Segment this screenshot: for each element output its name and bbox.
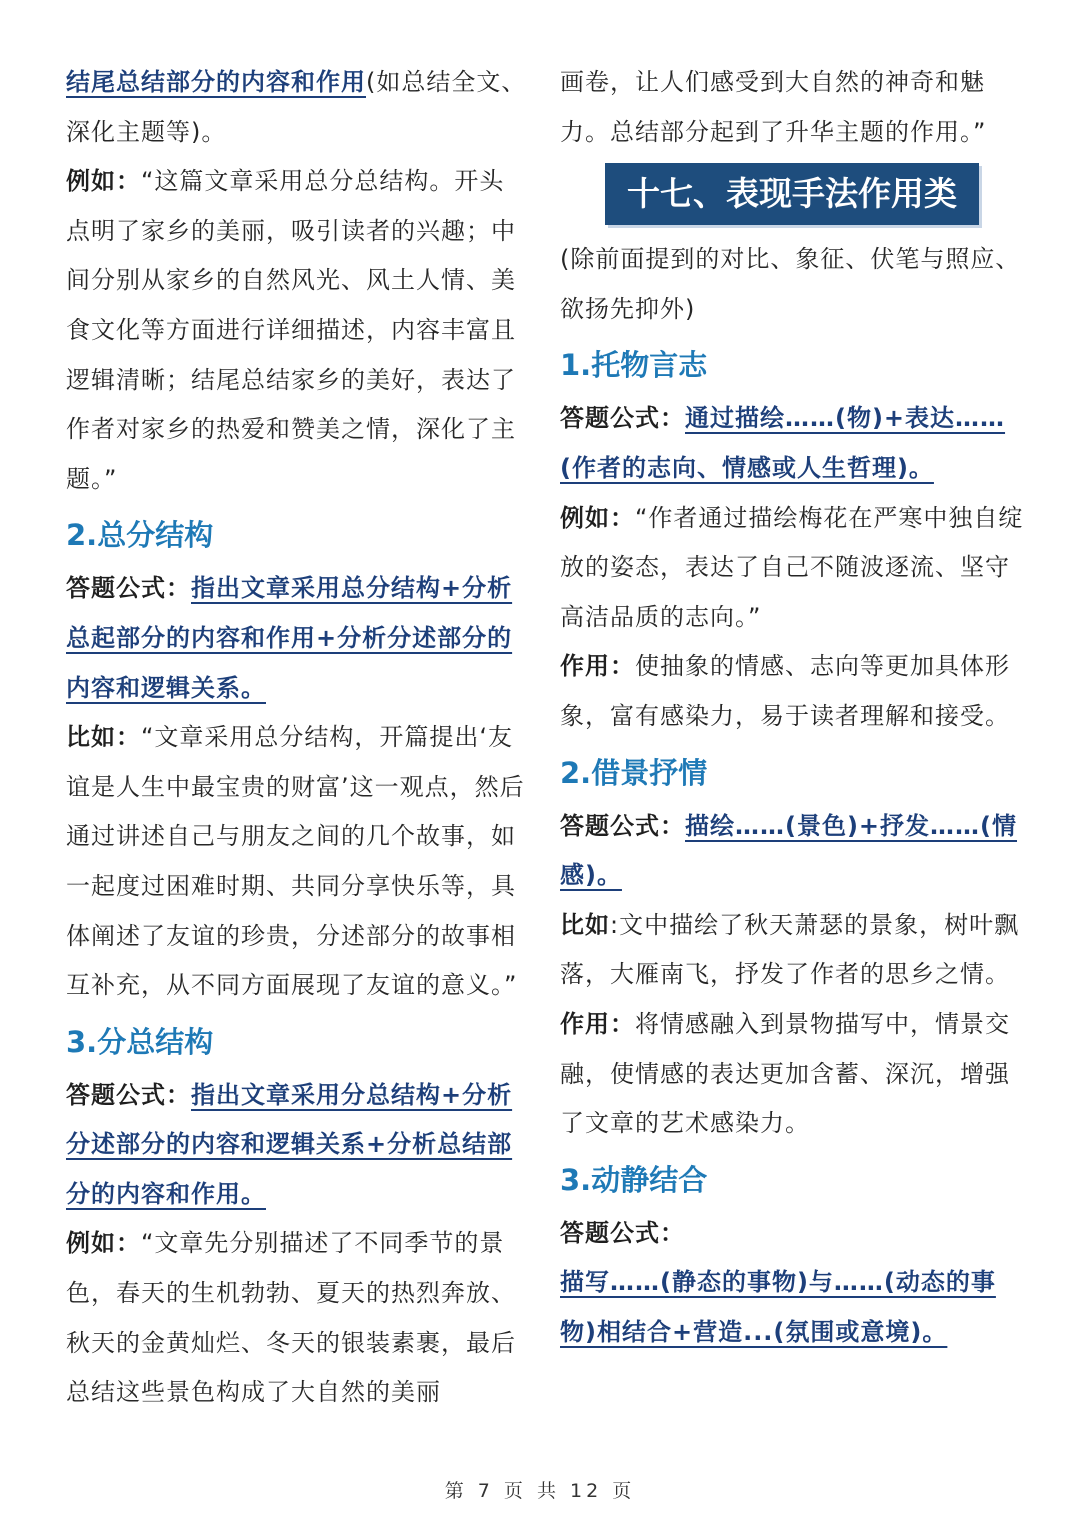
example-label: 比如： xyxy=(66,723,141,752)
example-label: 比如 xyxy=(560,910,610,939)
formula-label: 答题公式： xyxy=(66,1080,191,1109)
effect-label: 作用： xyxy=(560,652,635,681)
section-heading: 2.总分结构 xyxy=(66,518,214,553)
effect-paragraph xyxy=(560,642,1024,741)
formula-label: 答题公式： xyxy=(560,811,685,840)
left-column xyxy=(66,58,528,1418)
formula-label: 答题公式： xyxy=(66,574,191,603)
example-text: “文章先分别描述了不同季节的景色，春天的生机勃勃、夏天的热烈奔放、秋天的金黄灿烂、冬天的银装素裹，最后总结这些景色构成了大自然的美丽 xyxy=(66,1229,516,1407)
effect-text: 使抽象的情感、志向等更加具体形象，富有感染力，易于读者理解和接受。 xyxy=(560,652,1010,730)
example-paragraph xyxy=(66,157,528,504)
formula-paragraph xyxy=(66,1071,528,1220)
example-label: 例如： xyxy=(66,1229,141,1258)
right-column xyxy=(560,58,1024,1357)
example-paragraph xyxy=(66,713,528,1011)
formula-text: 描绘……(景色)+抒发……(情感)。 xyxy=(560,811,1018,890)
effect-text: 将情感融入到景物描写中，情景交融，使情感的表达更加含蓄、深沉，增强了文章的艺术感染力。 xyxy=(560,1009,1010,1138)
page-footer: 第 7 页 共 12 页 xyxy=(444,1480,636,1502)
formula-paragraph xyxy=(560,802,1024,901)
formula-text: 结尾总结部分的内容和作用 xyxy=(66,68,366,96)
example-text: “文章采用总分结构，开篇提出‘友谊是人生中最宝贵的财富’这一观点，然后通过讲述自己与朋友之间的几个故事，如一起度过困难时期、共同分享快乐等，具体阐述了友谊的珍贵，分述部分的故事相互补充，从不同方面展现了友谊的意义。” xyxy=(66,723,525,1000)
formula-paragraph xyxy=(66,564,528,713)
example-label: 例如： xyxy=(560,503,635,532)
formula-paragraph xyxy=(560,1209,1024,1259)
formula-text: 指出文章采用分总结构+分析分述部分的内容和逻辑关系+分析总结部分的内容和作用。 xyxy=(66,1080,513,1208)
example-text: “作者通过描绘梅花在严寒中独自绽放的姿态，表达了自己不随波逐流、坚守高洁品质的志向。” xyxy=(560,503,1024,631)
formula-paragraph xyxy=(560,1258,1024,1357)
note-paragraph: (除前面提到的对比、象征、伏笔与照应、欲扬先抑外) xyxy=(560,245,1021,323)
formula-label: 答题公式： xyxy=(560,1218,685,1247)
formula-text: 通过描绘……(物)+表达……(作者的志向、情感或人生哲理)。 xyxy=(560,404,1006,482)
example-paragraph xyxy=(560,494,1024,643)
section-heading: 2.借景抒情 xyxy=(560,755,708,790)
formula-paragraph xyxy=(560,394,1024,493)
example-text: “这篇文章采用总分总结构。开头点明了家乡的美丽，吸引读者的兴趣；中间分别从家乡的自然风光、风土人情、美食文化等方面进行详细描述，内容丰富且逻辑清晰；结尾总结家乡的美好，表达了作者对家乡的热爱和赞美之情，深化了主题。” xyxy=(66,167,516,493)
formula-text: 描写……(静态的事物)与……(动态的事物)相结合+营造...(氛围或意境)。 xyxy=(560,1268,996,1346)
effect-label: 作用： xyxy=(560,1009,635,1038)
effect-paragraph xyxy=(560,1000,1024,1149)
formula-text: 指出文章采用总分结构+分析总起部分的内容和作用+分析分述部分的内容和逻辑关系。 xyxy=(66,574,513,702)
section-heading: 3.分总结构 xyxy=(66,1024,214,1059)
section-banner: 十七、表现手法作用类 xyxy=(605,163,979,225)
paragraph-conclusion xyxy=(66,58,528,157)
formula-label: 答题公式： xyxy=(560,404,685,433)
paragraph-text: (如总结全文、深化主题等)。 xyxy=(66,68,527,146)
example-paragraph xyxy=(66,1219,528,1417)
example-label: 例如： xyxy=(66,167,141,196)
continued-paragraph: 画卷，让人们感受到大自然的神奇和魅力。总结部分起到了升华主题的作用。” xyxy=(560,68,987,146)
example-paragraph xyxy=(560,901,1024,1000)
example-text: :文中描绘了秋天萧瑟的景象，树叶飘落，大雁南飞，抒发了作者的思乡之情。 xyxy=(560,910,1020,989)
section-heading: 1.托物言志 xyxy=(560,348,708,383)
banner-wrap xyxy=(560,163,1024,225)
section-heading: 3.动静结合 xyxy=(560,1162,708,1197)
